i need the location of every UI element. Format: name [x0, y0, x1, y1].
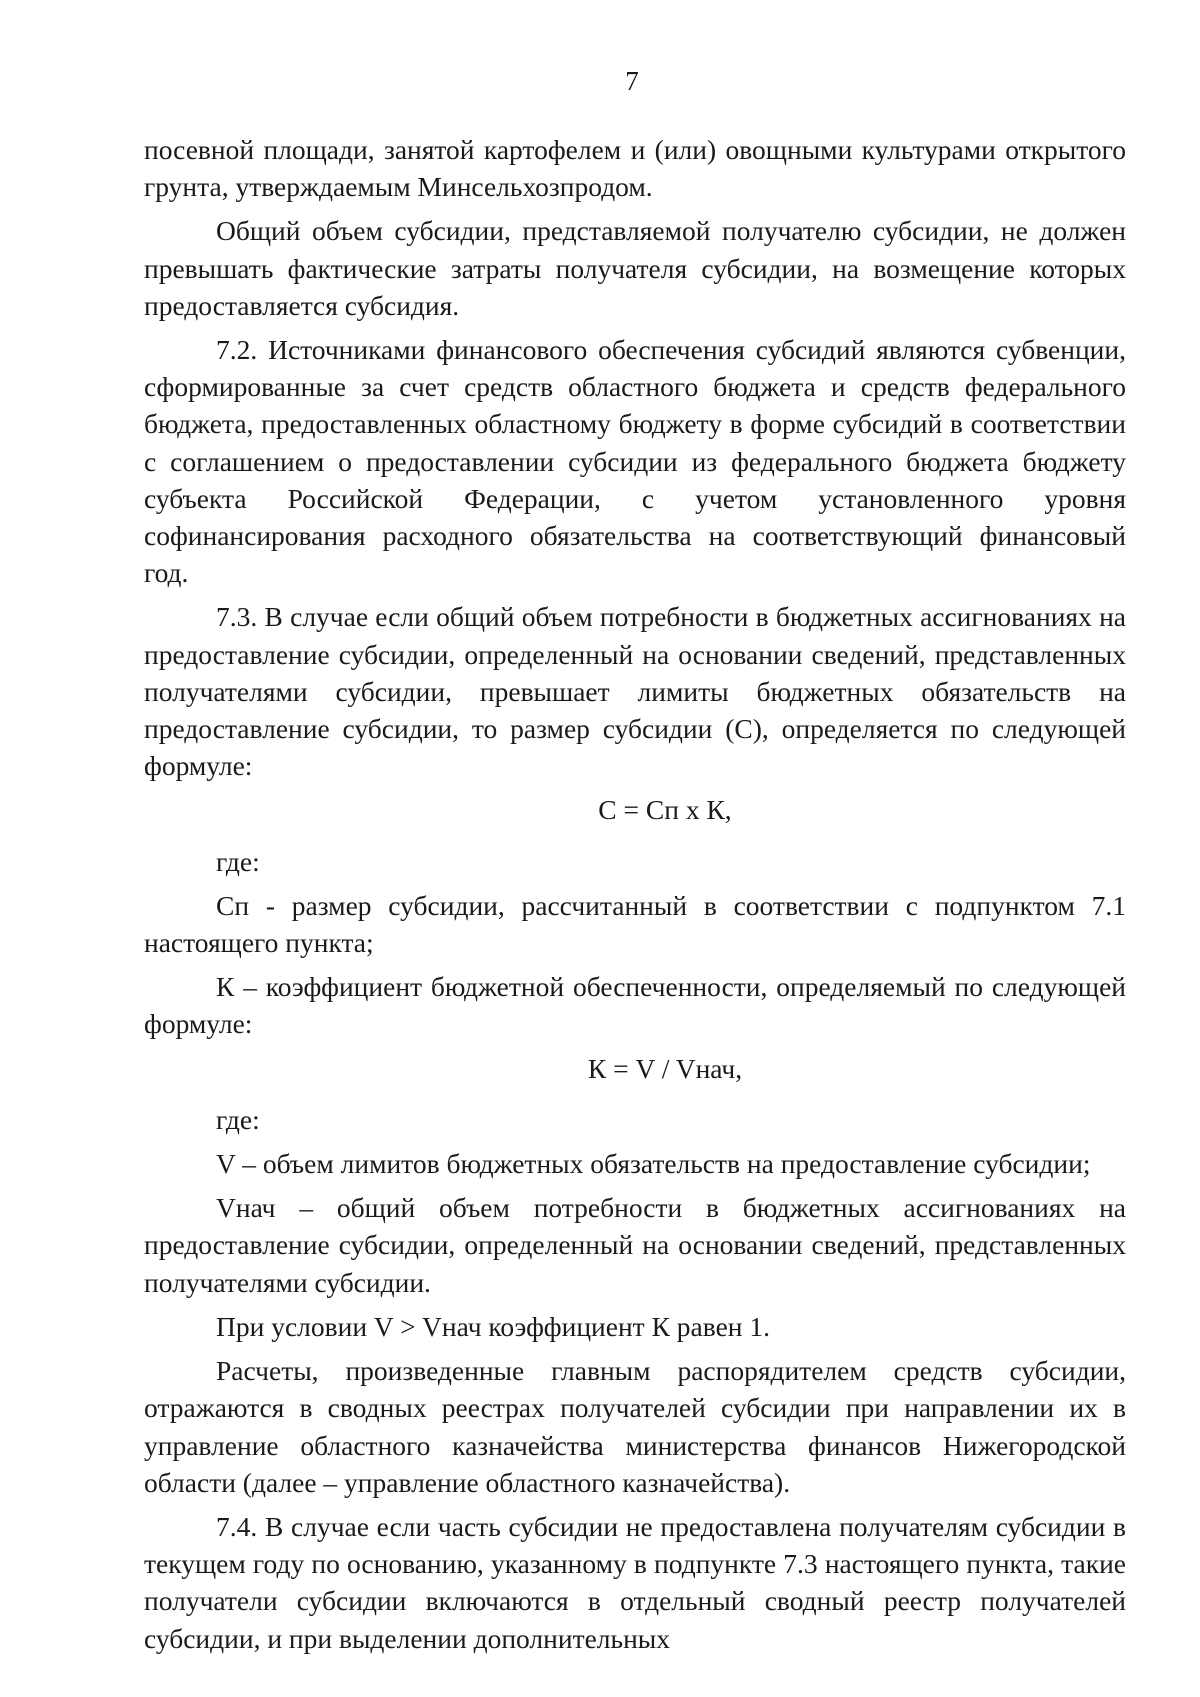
- paragraph-continuation: посевной площади, занятой картофелем и (или) овощными культурами открытого грунта, утверждаемым Минсельхозпродом.: [144, 134, 1126, 203]
- where-label-2: где:: [216, 1103, 260, 1135]
- definition-k: К – коэффициент бюджетной обеспеченности, определяемый по следующей формуле:: [144, 971, 1126, 1040]
- paragraph-total-volume: Общий объем субсидии, представляемой получателю субсидии, не должен превышать фактические затраты получателя субсидии, на возмещение которых предоставляется субсидия.: [144, 215, 1126, 321]
- paragraph-7-3: 7.3. В случае если общий объем потребности в бюджетных ассигнованиях на предоставление субсидии, определенный на основании сведений, представленных получателями субсидии, превышает лимиты бюджетных обязательств на предоставление субсидии, то размер субсидии (С), определяется по следующей формуле:: [144, 601, 1126, 782]
- paragraph-7-2: 7.2. Источниками финансового обеспечения субсидий являются субвенции, сформированные за счет средств областного бюджета и средств федерального бюджета, предоставленных областному бюджету в форме субсидий в соответствии с соглашением о предоставлении субсидии из федерального бюджета бюджету субъекта Российской Федерации, с учетом установленного уровня софинансирования расходного обязательства на соответствующий финансовый год.: [144, 334, 1126, 589]
- where-label-1: где:: [216, 845, 260, 877]
- paragraph-calculations: Расчеты, произведенные главным распорядителем средств субсидии, отражаются в сводных реестрах получателей субсидии при направлении их в управление областного казначейства министерства финансов Нижегородской области (далее – управление областного казначейства).: [144, 1355, 1126, 1498]
- paragraph-7-4: 7.4. В случае если часть субсидии не предоставлена получателям субсидии в текущем году по основанию, указанному в подпункте 7.3 настоящего пункта, такие получатели субсидии включаются в отдельный сводный реестр получателей субсидии, и при выделении дополнительных: [144, 1510, 1126, 1654]
- definition-v: V – объем лимитов бюджетных обязательств на предоставление субсидии;: [216, 1148, 1091, 1180]
- formula-c: С = Сп х К,: [598, 794, 732, 826]
- document-body: [144, 131, 1126, 1657]
- page-number: 7: [625, 66, 639, 96]
- definition-cp: Сп - размер субсидии, рассчитанный в соответствии с подпунктом 7.1 настоящего пункта;: [144, 889, 1126, 959]
- definition-vnach: Vнач – общий объем потребности в бюджетных ассигнованиях на предоставление субсидии, определенный на основании сведений, представленных получателями субсидии.: [144, 1192, 1126, 1298]
- formula-k: К = V / Vнач,: [587, 1052, 743, 1084]
- condition-k-equals-1: При условии V > Vнач коэффициент К равен 1.: [216, 1310, 770, 1342]
